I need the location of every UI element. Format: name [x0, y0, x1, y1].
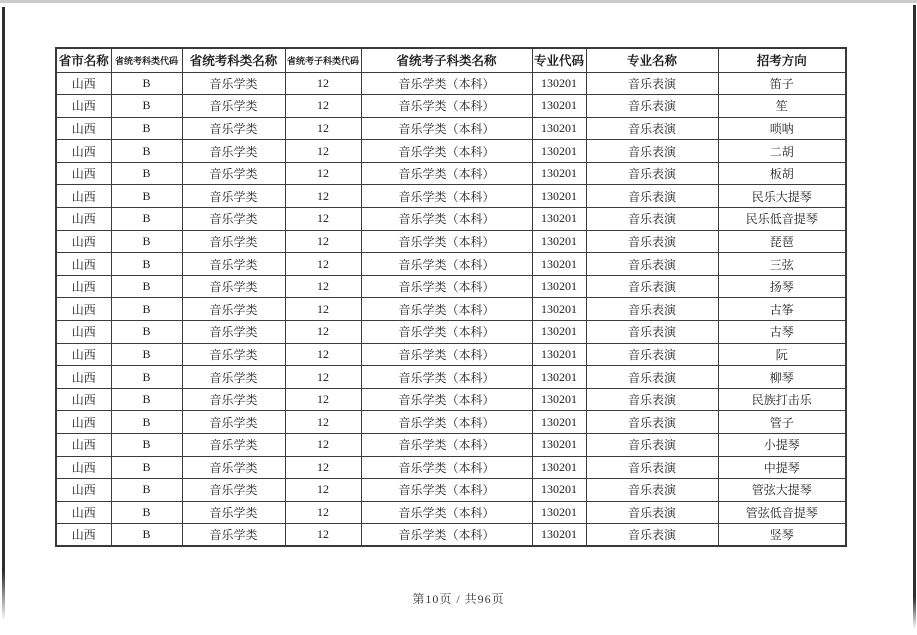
table-cell: 音乐学类（本科）	[361, 524, 532, 547]
table-row	[56, 72, 846, 95]
table-cell: 音乐学类（本科）	[361, 366, 532, 389]
table-cell: 音乐学类	[182, 162, 285, 185]
table-cell: 12	[285, 321, 361, 344]
table-cell: 音乐表演	[586, 95, 718, 118]
table-row	[56, 456, 846, 479]
table-cell: 扬琴	[718, 275, 846, 298]
table-cell: 音乐表演	[586, 411, 718, 434]
table-container	[55, 47, 847, 547]
column-header: 省统考子科类代码	[285, 48, 361, 72]
table-cell: 山西	[56, 162, 111, 185]
table-cell: 二胡	[718, 140, 846, 163]
table-cell: 12	[285, 501, 361, 524]
table-cell: 音乐学类	[182, 140, 285, 163]
table-cell: 音乐表演	[586, 479, 718, 502]
table-cell: 音乐学类	[182, 321, 285, 344]
table-cell: B	[111, 230, 182, 253]
table-cell: 12	[285, 185, 361, 208]
table-cell: 山西	[56, 253, 111, 276]
table-cell: 12	[285, 140, 361, 163]
table-row	[56, 524, 846, 547]
table-row	[56, 253, 846, 276]
table-cell: 山西	[56, 501, 111, 524]
table-cell: 12	[285, 524, 361, 547]
table-cell: 音乐学类	[182, 434, 285, 457]
table-cell: 柳琴	[718, 366, 846, 389]
table-cell: 音乐学类	[182, 253, 285, 276]
table-cell: 管弦低音提琴	[718, 501, 846, 524]
table-cell: B	[111, 72, 182, 95]
page-left-edge	[2, 7, 5, 621]
table-cell: 12	[285, 275, 361, 298]
table-cell: 音乐表演	[586, 366, 718, 389]
table-cell: 130201	[532, 230, 586, 253]
table-cell: 音乐表演	[586, 162, 718, 185]
table-cell: 山西	[56, 524, 111, 547]
table-cell: 音乐学类	[182, 524, 285, 547]
table-cell: 音乐表演	[586, 140, 718, 163]
table-cell: 130201	[532, 117, 586, 140]
table-row	[56, 501, 846, 524]
table-cell: 板胡	[718, 162, 846, 185]
table-row	[56, 208, 846, 231]
column-header: 招考方向	[718, 48, 846, 72]
column-header: 省统考科类名称	[182, 48, 285, 72]
table-cell: B	[111, 140, 182, 163]
table-cell: 音乐表演	[586, 343, 718, 366]
table-cell: B	[111, 162, 182, 185]
table-row	[56, 117, 846, 140]
table-cell: 130201	[532, 434, 586, 457]
table-cell: B	[111, 366, 182, 389]
table-cell: 音乐学类（本科）	[361, 434, 532, 457]
table-cell: 130201	[532, 388, 586, 411]
table-cell: 音乐学类	[182, 117, 285, 140]
table-cell: 12	[285, 343, 361, 366]
table-cell: 音乐学类（本科）	[361, 185, 532, 208]
table-cell: 130201	[532, 366, 586, 389]
table-cell: 12	[285, 366, 361, 389]
table-cell: 中提琴	[718, 456, 846, 479]
table-cell: 音乐学类	[182, 95, 285, 118]
table-cell: 音乐学类（本科）	[361, 456, 532, 479]
table-cell: 音乐学类	[182, 388, 285, 411]
table-cell: 音乐学类（本科）	[361, 95, 532, 118]
table-cell: 音乐表演	[586, 321, 718, 344]
table-cell: 130201	[532, 321, 586, 344]
table-cell: 竖琴	[718, 524, 846, 547]
table-cell: 山西	[56, 72, 111, 95]
table-cell: 音乐学类	[182, 72, 285, 95]
table-row	[56, 411, 846, 434]
table-cell: 130201	[532, 208, 586, 231]
table-cell: 音乐学类（本科）	[361, 117, 532, 140]
table-cell: 130201	[532, 411, 586, 434]
table-cell: B	[111, 275, 182, 298]
table-cell: 音乐学类	[182, 185, 285, 208]
table-cell: 山西	[56, 298, 111, 321]
table-cell: 山西	[56, 366, 111, 389]
table-cell: 笛子	[718, 72, 846, 95]
table-cell: 音乐学类（本科）	[361, 388, 532, 411]
table-cell: B	[111, 95, 182, 118]
table-cell: 12	[285, 95, 361, 118]
table-row	[56, 95, 846, 118]
table-cell: 12	[285, 456, 361, 479]
table-cell: 12	[285, 162, 361, 185]
table-header-row	[56, 48, 846, 72]
table-cell: B	[111, 479, 182, 502]
table-cell: 音乐学类（本科）	[361, 298, 532, 321]
table-row	[56, 275, 846, 298]
table-cell: 山西	[56, 321, 111, 344]
table-row	[56, 140, 846, 163]
admissions-table	[55, 47, 847, 547]
table-cell: B	[111, 501, 182, 524]
table-cell: 山西	[56, 140, 111, 163]
table-cell: 音乐学类	[182, 366, 285, 389]
table-cell: 阮	[718, 343, 846, 366]
table-cell: 民乐大提琴	[718, 185, 846, 208]
table-cell: 民族打击乐	[718, 388, 846, 411]
table-cell: 音乐学类	[182, 479, 285, 502]
table-cell: 130201	[532, 479, 586, 502]
table-cell: B	[111, 298, 182, 321]
table-cell: 音乐学类（本科）	[361, 321, 532, 344]
table-cell: B	[111, 253, 182, 276]
table-cell: 130201	[532, 95, 586, 118]
table-cell: 12	[285, 479, 361, 502]
table-cell: 音乐学类（本科）	[361, 208, 532, 231]
page-right-edge	[913, 5, 916, 629]
column-header: 专业代码	[532, 48, 586, 72]
table-cell: 130201	[532, 456, 586, 479]
table-cell: 音乐表演	[586, 185, 718, 208]
table-cell: 130201	[532, 253, 586, 276]
table-cell: 130201	[532, 162, 586, 185]
table-cell: 12	[285, 208, 361, 231]
table-cell: 小提琴	[718, 434, 846, 457]
table-body	[56, 72, 846, 546]
table-cell: B	[111, 208, 182, 231]
table-cell: B	[111, 185, 182, 208]
table-cell: B	[111, 321, 182, 344]
table-cell: 山西	[56, 208, 111, 231]
table-row	[56, 343, 846, 366]
page-number-footer: 第10页 / 共96页	[412, 592, 505, 606]
table-cell: 古琴	[718, 321, 846, 344]
table-cell: 山西	[56, 434, 111, 457]
table-cell: 音乐学类（本科）	[361, 501, 532, 524]
table-cell: 音乐学类	[182, 501, 285, 524]
table-cell: 12	[285, 411, 361, 434]
table-cell: 音乐学类（本科）	[361, 253, 532, 276]
table-cell: 音乐表演	[586, 298, 718, 321]
table-cell: 130201	[532, 275, 586, 298]
table-cell: 音乐学类（本科）	[361, 343, 532, 366]
table-cell: 音乐表演	[586, 72, 718, 95]
table-cell: B	[111, 117, 182, 140]
table-row	[56, 434, 846, 457]
table-cell: 12	[285, 253, 361, 276]
table-cell: 音乐学类	[182, 343, 285, 366]
table-cell: 音乐表演	[586, 434, 718, 457]
table-cell: 音乐学类	[182, 456, 285, 479]
table-cell: 130201	[532, 72, 586, 95]
table-cell: 12	[285, 72, 361, 95]
table-cell: 130201	[532, 501, 586, 524]
table-cell: 三弦	[718, 253, 846, 276]
table-cell: 音乐学类（本科）	[361, 72, 532, 95]
table-cell: 山西	[56, 411, 111, 434]
page-top-edge	[0, 0, 917, 3]
table-cell: 音乐学类	[182, 298, 285, 321]
column-header: 省统考子科类名称	[361, 48, 532, 72]
table-cell: 古筝	[718, 298, 846, 321]
table-cell: 音乐学类（本科）	[361, 275, 532, 298]
table-row	[56, 162, 846, 185]
table-cell: 山西	[56, 343, 111, 366]
table-cell: 管子	[718, 411, 846, 434]
table-cell: 130201	[532, 298, 586, 321]
table-cell: B	[111, 456, 182, 479]
table-cell: 山西	[56, 117, 111, 140]
table-cell: 民乐低音提琴	[718, 208, 846, 231]
table-cell: 音乐表演	[586, 524, 718, 547]
table-cell: 山西	[56, 185, 111, 208]
table-cell: 12	[285, 230, 361, 253]
table-row	[56, 366, 846, 389]
column-header: 省统考科类代码	[111, 48, 182, 72]
table-cell: 音乐学类（本科）	[361, 162, 532, 185]
table-row	[56, 298, 846, 321]
table-cell: B	[111, 411, 182, 434]
table-cell: 山西	[56, 479, 111, 502]
table-cell: 12	[285, 434, 361, 457]
table-cell: 管弦大提琴	[718, 479, 846, 502]
table-cell: 130201	[532, 343, 586, 366]
table-cell: 音乐学类	[182, 208, 285, 231]
table-cell: 音乐表演	[586, 388, 718, 411]
table-row	[56, 479, 846, 502]
table-cell: B	[111, 388, 182, 411]
table-row	[56, 321, 846, 344]
table-cell: 音乐表演	[586, 253, 718, 276]
table-cell: 音乐学类（本科）	[361, 140, 532, 163]
table-cell: 130201	[532, 140, 586, 163]
table-cell: 音乐表演	[586, 501, 718, 524]
table-cell: 音乐学类（本科）	[361, 411, 532, 434]
table-cell: 音乐学类	[182, 411, 285, 434]
table-cell: 音乐学类（本科）	[361, 230, 532, 253]
table-cell: 山西	[56, 456, 111, 479]
table-cell: 音乐学类（本科）	[361, 479, 532, 502]
table-cell: 琵琶	[718, 230, 846, 253]
table-cell: 山西	[56, 230, 111, 253]
table-cell: 12	[285, 388, 361, 411]
table-cell: 音乐学类	[182, 275, 285, 298]
table-cell: B	[111, 343, 182, 366]
table-cell: 130201	[532, 185, 586, 208]
table-row	[56, 388, 846, 411]
table-cell: 音乐学类	[182, 230, 285, 253]
table-cell: 唢呐	[718, 117, 846, 140]
table-cell: 山西	[56, 275, 111, 298]
table-cell: B	[111, 524, 182, 547]
table-row	[56, 185, 846, 208]
table-cell: 笙	[718, 95, 846, 118]
table-cell: 山西	[56, 95, 111, 118]
table-cell: 音乐表演	[586, 456, 718, 479]
table-cell: 音乐表演	[586, 230, 718, 253]
table-cell: 音乐表演	[586, 275, 718, 298]
table-cell: B	[111, 434, 182, 457]
column-header: 省市名称	[56, 48, 111, 72]
table-cell: 12	[285, 298, 361, 321]
table-cell: 山西	[56, 388, 111, 411]
table-cell: 12	[285, 117, 361, 140]
table-cell: 音乐表演	[586, 117, 718, 140]
table-row	[56, 230, 846, 253]
table-cell: 音乐表演	[586, 208, 718, 231]
table-cell: 130201	[532, 524, 586, 547]
column-header: 专业名称	[586, 48, 718, 72]
